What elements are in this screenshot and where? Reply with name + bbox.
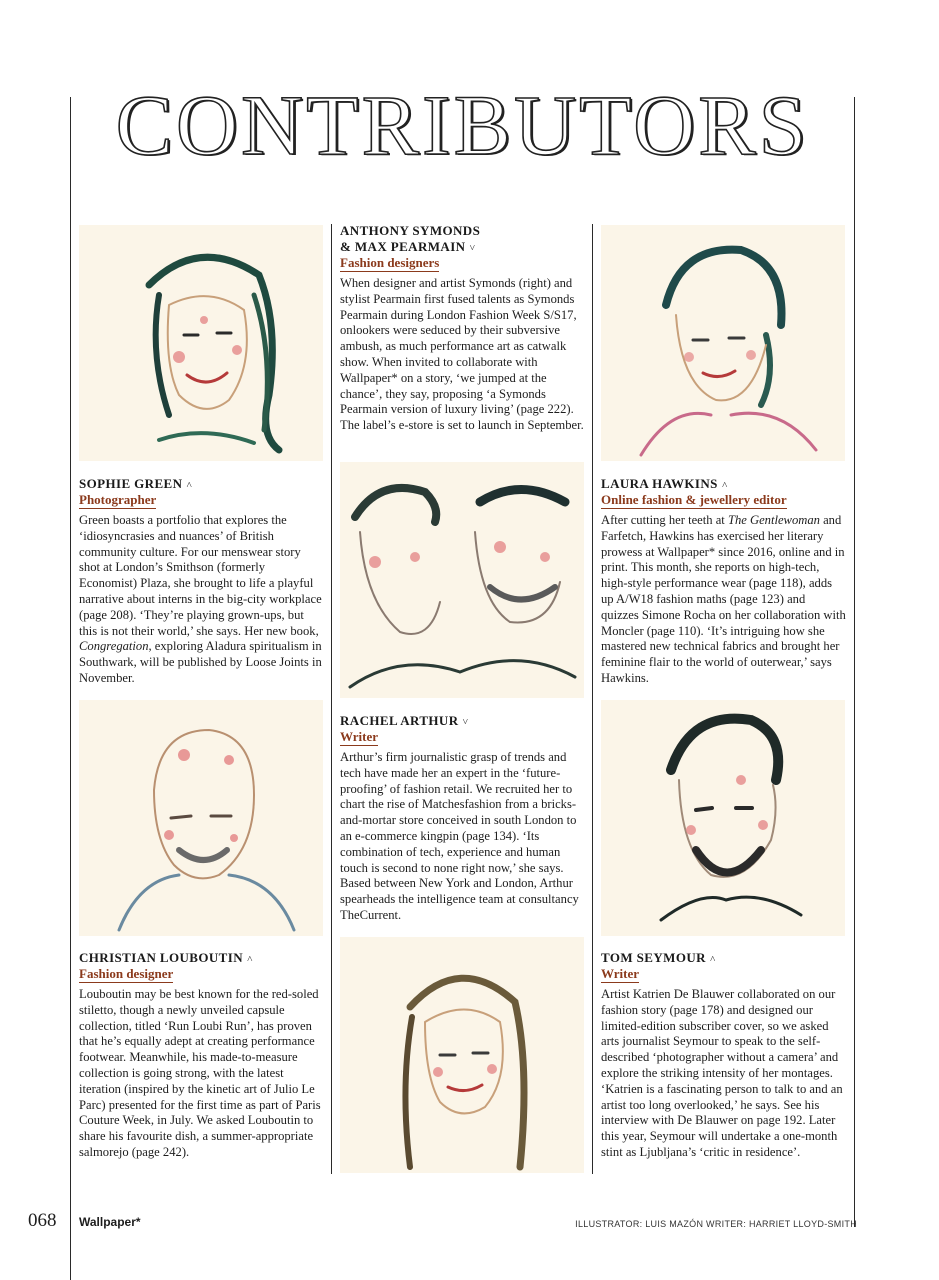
contributor-name: ANTHONY SYMONDS & MAX PEARMAIN ˅ (340, 223, 481, 254)
right-border-rule (854, 97, 855, 1227)
illustrator-writer-credit: ILLUSTRATOR: LUIS MAZÓN WRITER: HARRIET LLOYD-SMITH (575, 1219, 857, 1229)
contributor-name: TOM SEYMOUR ˄ (601, 950, 716, 965)
contributor-bio: After cutting her teeth at The Gentlewoman and Farfetch, Hawkins has exercised her literary prowess at Wallpaper* since 2016, online and in print. This month, she reports on high-tech, high-style performance wear (page 118), adds up A/W18 fashion maths (page 123) and quizzes Simone Rocha on her collaboration with Moncler (page 110). ‘It’s intriguing how she mastered new technical fabrics and brought her feminine flair to the world of outerwear,’ says Hawkins. (601, 513, 846, 685)
brand-logo: Wallpaper* (79, 1215, 141, 1229)
left-border-rule (70, 97, 71, 1280)
illustration-sophie-green (79, 225, 323, 461)
contributor-name: LAURA HAWKINS ˄ (601, 476, 728, 491)
illustration-laura-hawkins (601, 225, 845, 461)
contributor-bio: Artist Katrien De Blauwer collaborated on our fashion story (page 178) and designed our limited-edition subscriber cover, so we asked arts journalist Seymour to speak to the self-described ‘photographer without a camera’ and explore the striking intensity of her montages. ‘Katrien is a fascinating person to talk to and an artist too long overlooked,’ he says. See his interview with De Blauwer on page 192. Later this year, Seymour will undertake a one-month stint as Ljubljana’s ‘critic in residence’. (601, 987, 843, 1159)
portrait-rachel-arthur (340, 937, 584, 1173)
contributor-name: SOPHIE GREEN ˄ (79, 476, 193, 491)
contributor-bio: Louboutin may be best known for the red-soled stiletto, though a newly unveiled capsule collection, titled ‘Run Loubi Run’, has proven that he’s equally adept at creating performance footwear. Meanwhile, his made-to-measure collection is going strong, with the latest iteration (inspired by the kinetic art of Julio Le Parc) presented for the first time as part of Paris Couture Week, in July. We asked Louboutin to share his favourite dish, a summer-appropriate salmorejo (page 242). (79, 987, 321, 1159)
contributor-role: Fashion designer (79, 966, 174, 981)
portrait-laura-hawkins (601, 225, 845, 461)
illustration-christian-louboutin (79, 700, 323, 936)
contributor-role: Writer (340, 729, 379, 744)
column-divider-2 (592, 224, 593, 1174)
contributor-name: CHRISTIAN LOUBOUTIN ˄ (79, 950, 254, 965)
portrait-symonds-pearmain (340, 462, 584, 698)
chevron-up-icon: ˄ (247, 954, 254, 965)
portrait-tom-seymour (601, 700, 845, 936)
page-number: 068 (28, 1210, 57, 1231)
chevron-down-icon: ˅ (462, 717, 469, 728)
contributor-role: Writer (601, 966, 640, 981)
contributor-role: Photographer (79, 492, 157, 507)
contributor-name: RACHEL ARTHUR ˅ (340, 713, 469, 728)
chevron-down-icon: ˅ (469, 243, 476, 254)
contributor-role: Online fashion & jewellery editor (601, 492, 787, 507)
column-divider-1 (331, 224, 332, 1174)
illustration-tom-seymour (601, 700, 845, 936)
chevron-up-icon: ˄ (721, 480, 728, 491)
chevron-up-icon: ˄ (186, 480, 193, 491)
contributor-role: Fashion designers (340, 255, 440, 270)
portrait-christian-louboutin (79, 700, 323, 936)
contributor-bio: Arthur’s firm journalistic grasp of trends and tech have made her an expert in the ‘future-proofing’ of fashion retail. We recruited her to chart the rise of Matchesfashion from a bricks-and-mortar store conceived in south London to an e-commerce kingpin (page 134). ‘Its combination of tech, experience and human touch is second to none right now,’ she says. Based between New York and London, Arthur spearheads the intelligence team at consultancy TheCurrent. (340, 750, 579, 922)
contributor-bio: Green boasts a portfolio that explores the ‘idiosyncrasies and nuances’ of British community culture. For our menswear story shot at London’s Smithson (formerly Economist) Plaza, she brought to life a playful narrative about interns in the big-city workplace (page 208). ‘They’re playing grown-ups, but this is not their world,’ she says. Her new book, Congregation, exploring Aladura spiritualism in Southwark, will be published by Loose Joints in November. (79, 513, 322, 685)
illustration-symonds-pearmain (340, 462, 584, 698)
page-title: CONTRIBUTORS (115, 77, 810, 173)
contributor-bio: When designer and artist Symonds (right) and stylist Pearmain first fused talents as Symonds Pearmain during London Fashion Week S/S17, onlookers were seduced by their subversive ambush, as much performance art as catwalk show. When invited to collaborate with Wallpaper* on a story, ‘we jumped at the chance’, they say, proposing ‘a Symonds Pearmain version of luxury living’ (page 222). The label’s e-store is set to launch in September. (340, 276, 584, 433)
chevron-up-icon: ˄ (709, 954, 716, 965)
illustration-rachel-arthur (340, 937, 584, 1173)
portrait-sophie-green (79, 225, 323, 461)
